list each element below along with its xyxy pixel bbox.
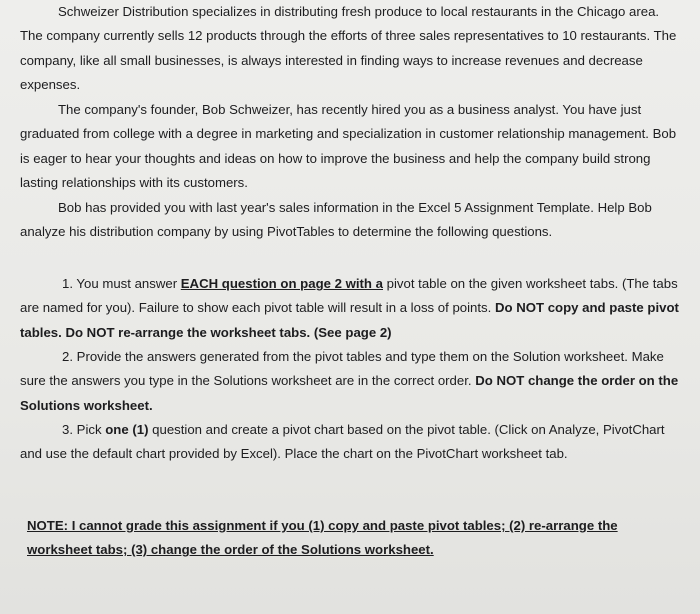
instruction-3-emphasis: one (1) xyxy=(105,422,149,437)
instruction-1-text-b: pivot table on the given worksheet tabs. (The tabs are named for you). Failure to show each pivot table will result in a loss of points. xyxy=(20,276,678,316)
intro-paragraph-3: Bob has provided you with last year's sales information in the Excel 5 Assignment Template. Help Bob analyze his distribution company by using PivotTables to determine the following questions. xyxy=(20,200,652,240)
intro-paragraph-1: Schweizer Distribution specializes in distributing fresh produce to local restaurants in the Chicago area. The company currently sells 12 products through the efforts of three sales representatives to 10 restaurants. The company, like all small businesses, is always interested in finding ways to increase revenues and decrease expenses. xyxy=(20,4,677,92)
instruction-1-emphasis: EACH question on page 2 with a xyxy=(180,276,383,291)
instruction-1 xyxy=(20,272,685,345)
instruction-3-text-b: question and create a pivot chart based on the pivot table. (Click on Analyze, PivotChart and use the default chart provided by Excel). Place the chart on the PivotChart worksheet tab. xyxy=(20,422,665,462)
instruction-2-text: 2. Provide the answers generated from the pivot tables and type them on the Solution worksheet. Make sure the answers you type in the Solutions worksheet are in the correct order. xyxy=(20,349,664,389)
instruction-2 xyxy=(20,345,685,418)
intro-paragraph-2: The company's founder, Bob Schweizer, has recently hired you as a business analyst. You have just graduated from college with a degree in marketing and specialization in customer relationship management. Bob is eager to hear your thoughts and ideas on how to improve the business and help the company build strong lasting relationships with its customers. xyxy=(20,102,677,190)
instruction-2-warning: Do NOT change the order on the Solutions worksheet. xyxy=(20,373,679,413)
instruction-1-warning: Do NOT copy and paste pivot tables. Do NOT re-arrange the worksheet tabs. (See page 2) xyxy=(20,300,679,340)
instruction-3-text-a: 3. Pick xyxy=(62,422,106,437)
instruction-1-text-a: 1. You must answer xyxy=(62,276,181,291)
grading-note: NOTE: I cannot grade this assignment if you (1) copy and paste pivot tables; (2) re-arrange the worksheet tabs; (3) change the order of the Solutions worksheet. xyxy=(27,518,618,558)
instruction-3 xyxy=(20,418,685,467)
